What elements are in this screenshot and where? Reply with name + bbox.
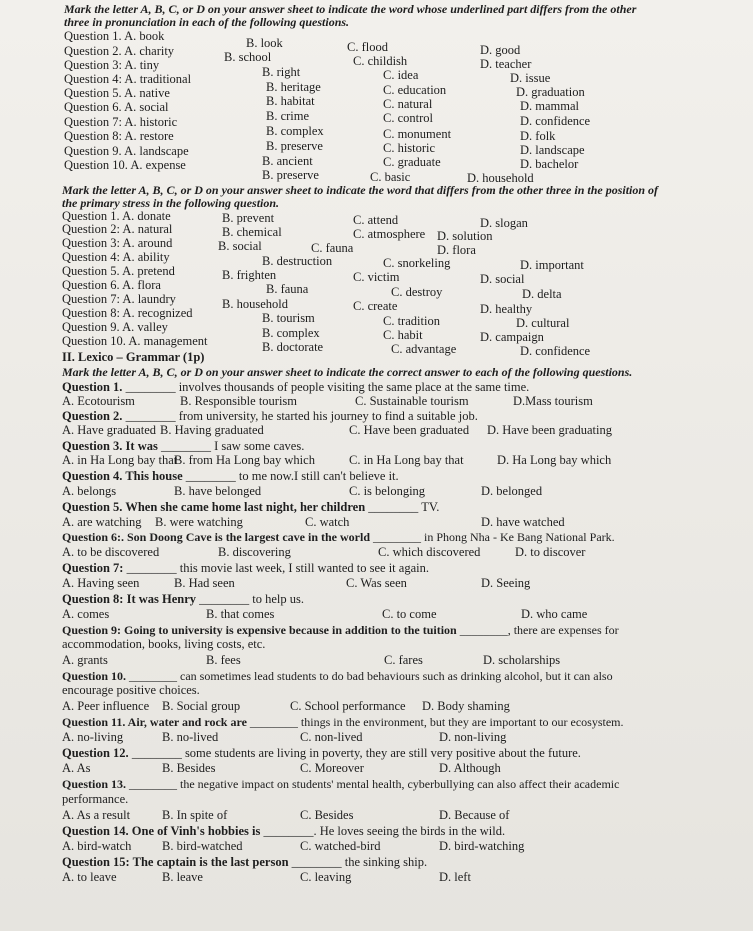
- section3-heading: II. Lexico – Grammar (1p): [62, 350, 205, 364]
- s3-q7-b: B. Had seen: [174, 576, 235, 590]
- s3-q8-c: C. to come: [382, 607, 437, 621]
- s1-q7-b: B. complex: [266, 124, 324, 138]
- s1-q9-a: Question 9. A. landscape: [64, 144, 189, 158]
- s3-q5-d: D. have watched: [481, 515, 565, 529]
- s3-q5-a: A. are watching: [62, 515, 142, 529]
- s3-q15-a: A. to leave: [62, 870, 117, 884]
- s1-q3-c: C. idea: [383, 68, 419, 82]
- s3-q7-d: D. Seeing: [481, 576, 531, 590]
- s3-q13-a: A. As a result: [62, 808, 131, 822]
- s3-q1-d: D.Mass tourism: [513, 394, 593, 408]
- s3-q3-b: B. from Ha Long bay which: [174, 453, 315, 467]
- s1-q6-b: B. crime: [266, 109, 310, 123]
- s2-q5-c: C. victim: [353, 270, 400, 284]
- s3-q11-a: A. no-living: [62, 730, 124, 744]
- s2-q9-d: D. campaign: [480, 330, 544, 344]
- s3-q3-a: A. in Ha Long bay that: [62, 453, 178, 467]
- s2-q9-a: Question 9. A. valley: [62, 320, 168, 334]
- s2-q7-b: B. household: [222, 297, 288, 311]
- s3-q10-stem2: encourage positive choices.: [62, 683, 200, 697]
- section2-instruction-line1: Mark the letter A, B, C, or D on your answer sheet to indicate the word that differs from the other three in the position of: [62, 183, 659, 197]
- s2-q6-b: B. fauna: [266, 282, 309, 296]
- s3-q9-stem: Question 9: Going to university is expensive because in addition to the tuition ________, there are expenses for: [62, 623, 619, 637]
- s3-q2-stem: Question 2. ________ from university, he started his journey to find a suitable job.: [62, 409, 478, 423]
- s1-q10-a: Question 10. A. expense: [64, 158, 186, 172]
- s3-q12-stem: Question 12. ________ some students are living in poverty, they are still very positive about the future.: [62, 746, 581, 760]
- s3-q10-c: C. School performance: [290, 699, 406, 713]
- s2-q1-c: C. attend: [353, 213, 399, 227]
- s1-q10-d: D. household: [467, 171, 534, 185]
- section1-instruction-line1: Mark the letter A, B, C, or D on your answer sheet to indicate the word whose underlined part differs from the other: [64, 2, 637, 16]
- s2-q10-d: D. confidence: [520, 344, 591, 358]
- s1-q2-c: C. childish: [353, 54, 408, 68]
- s3-q7-stem: Question 7: ________ this movie last week, I still wanted to see it again.: [62, 561, 429, 575]
- s3-q11-stem: Question 11. Air, water and rock are ________ things in the environment, but they are important to our ecosystem.: [62, 715, 624, 729]
- s3-q13-stem2: performance.: [62, 792, 129, 806]
- s1-q2-a: Question 2. A. charity: [64, 44, 175, 58]
- s2-q6-a: Question 6. A. flora: [62, 278, 161, 292]
- s3-q7-a: A. Having seen: [62, 576, 140, 590]
- s1-q1-c: C. flood: [347, 40, 388, 54]
- s3-q14-b: B. bird-watched: [162, 839, 243, 853]
- s3-q5-b: B. were watching: [155, 515, 243, 529]
- s3-q4-stem: Question 4. This house ________ to me now.I still can't believe it.: [62, 469, 399, 483]
- s2-q3-b: B. social: [218, 239, 262, 253]
- s3-q9-b: B. fees: [206, 653, 241, 667]
- s3-q14-c: C. watched-bird: [300, 839, 381, 853]
- s2-q4-d: D. important: [520, 258, 584, 272]
- s2-q8-b: B. tourism: [262, 311, 315, 325]
- s3-q7-c: C. Was seen: [346, 576, 407, 590]
- s1-q9-b: B. ancient: [262, 154, 313, 168]
- s3-q1-b: B. Responsible tourism: [180, 394, 298, 408]
- s1-q4-c: C. education: [383, 83, 447, 97]
- s1-q5-a: Question 5. A. native: [64, 86, 170, 100]
- s3-q4-c: C. is belonging: [349, 484, 426, 498]
- s1-q6-d: D. confidence: [520, 114, 591, 128]
- s2-q3-a: Question 3: A. around: [62, 236, 173, 250]
- s3-q10-stem: Question 10. ________ can sometimes lead students to do bad behaviours such as drinking alcohol, but it can also: [62, 669, 613, 683]
- s2-q5-d: D. social: [480, 272, 525, 286]
- s3-q6-a: A. to be discovered: [62, 545, 160, 559]
- s1-q6-c: C. control: [383, 111, 433, 125]
- s1-q2-b: B. school: [224, 50, 272, 64]
- s3-q14-a: A. bird-watch: [62, 839, 132, 853]
- s3-q1-a: A. Ecotourism: [62, 394, 135, 408]
- s1-q7-c: C. monument: [383, 127, 452, 141]
- s1-q1-a: Question 1. A. book: [64, 29, 165, 43]
- s1-q1-d: D. good: [480, 43, 521, 57]
- s2-q7-c: C. create: [353, 299, 398, 313]
- section1-instruction-line2: three in pronunciation in each of the following questions.: [64, 15, 350, 29]
- s2-q4-c: C. snorkeling: [383, 256, 451, 270]
- s2-q3-d: D. flora: [437, 243, 476, 257]
- s1-q3-d: D. issue: [510, 71, 551, 85]
- s3-q5-stem: Question 5. When she came home last night, her children ________ TV.: [62, 500, 440, 514]
- s2-q2-d: D. solution: [437, 229, 493, 243]
- s3-q15-stem: Question 15: The captain is the last person ________ the sinking ship.: [62, 855, 428, 869]
- s3-q10-a: A. Peer influence: [62, 699, 150, 713]
- s2-q1-b: B. prevent: [222, 211, 275, 225]
- s2-q2-b: B. chemical: [222, 225, 282, 239]
- s3-q6-c: C. which discovered: [378, 545, 481, 559]
- s3-q2-b: B. Having graduated: [160, 423, 264, 437]
- section3-instruction: Mark the letter A, B, C, or D on your answer sheet to indicate the correct answer to each of the following questions.: [62, 365, 633, 379]
- s1-q5-c: C. natural: [383, 97, 433, 111]
- s3-q11-b: B. no-lived: [162, 730, 219, 744]
- s1-q10-b: B. preserve: [262, 168, 319, 182]
- s1-q3-a: Question 3: A. tiny: [64, 58, 160, 72]
- s3-q8-a: A. comes: [62, 607, 110, 621]
- s2-q10-a: Question 10. A. management: [62, 334, 208, 348]
- s3-q8-stem: Question 8: It was Henry ________ to help us.: [62, 592, 305, 606]
- s1-q4-b: B. heritage: [266, 80, 321, 94]
- s2-q5-a: Question 5. A. pretend: [62, 264, 175, 278]
- s2-q10-b: B. doctorate: [262, 340, 324, 354]
- s2-q2-c: C. atmosphere: [353, 227, 426, 241]
- s3-q6-b: B. discovering: [218, 545, 291, 559]
- s1-q7-d: D. folk: [520, 129, 556, 143]
- s3-q1-c: C. Sustainable tourism: [355, 394, 469, 408]
- s1-q2-d: D. teacher: [480, 57, 532, 71]
- s2-q3-c: C. fauna: [311, 241, 354, 255]
- s2-q1-d: D. slogan: [480, 216, 528, 230]
- s3-q15-c: C. leaving: [300, 870, 352, 884]
- s2-q6-d: D. delta: [522, 287, 562, 301]
- s2-q4-a: Question 4: A. ability: [62, 250, 170, 264]
- s2-q4-b: B. destruction: [262, 254, 333, 268]
- s2-q8-a: Question 8: A. recognized: [62, 306, 193, 320]
- s2-q7-a: Question 7: A. laundry: [62, 292, 176, 306]
- s3-q11-d: D. non-living: [439, 730, 507, 744]
- s3-q2-a: A. Have graduated: [62, 423, 157, 437]
- s1-q8-d: D. landscape: [520, 143, 585, 157]
- section2-instruction-line2: the primary stress in the following question.: [62, 196, 280, 210]
- s1-q6-a: Question 6. A. social: [64, 100, 169, 114]
- s3-q9-stem2: accommodation, books, living costs, etc.: [62, 637, 266, 651]
- s2-q9-b: B. complex: [262, 326, 320, 340]
- s1-q7-a: Question 7: A. historic: [64, 115, 178, 129]
- s1-q8-b: B. preserve: [266, 139, 323, 153]
- s3-q1-stem: Question 1. ________ involves thousands of people visiting the same place at the same time.: [62, 380, 530, 394]
- s1-q10-c: C. basic: [370, 170, 411, 184]
- s3-q13-c: C. Besides: [300, 808, 354, 822]
- s3-q13-d: D. Because of: [439, 808, 510, 822]
- s2-q9-c: C. habit: [383, 328, 423, 342]
- s1-q5-b: B. habitat: [266, 94, 315, 108]
- s3-q9-c: C. fares: [384, 653, 423, 667]
- s3-q12-c: C. Moreover: [300, 761, 364, 775]
- s3-q14-stem: Question 14. One of Vinh's hobbies is ________. He loves seeing the birds in the wild.: [62, 824, 506, 838]
- s3-q3-d: D. Ha Long bay which: [497, 453, 612, 467]
- s1-q9-d: D. bachelor: [520, 157, 579, 171]
- s3-q15-b: B. leave: [162, 870, 203, 884]
- s2-q8-d: D. cultural: [516, 316, 570, 330]
- s3-q4-b: B. have belonged: [174, 484, 262, 498]
- s3-q3-stem: Question 3. It was ________ I saw some caves.: [62, 439, 305, 453]
- s3-q9-a: A. grants: [62, 653, 108, 667]
- s3-q6-stem: Question 6:. Son Doong Cave is the largest cave in the world ________ in Phong Nha - Ke Bang National Park.: [62, 530, 615, 544]
- s2-q1-a: Question 1. A. donate: [62, 209, 171, 223]
- s3-q4-d: D. belonged: [481, 484, 543, 498]
- s3-q10-b: B. Social group: [162, 699, 241, 713]
- s3-q11-c: C. non-lived: [300, 730, 363, 744]
- s3-q12-b: B. Besides: [162, 761, 216, 775]
- s1-q4-a: Question 4: A. traditional: [64, 72, 192, 86]
- s3-q5-c: C. watch: [305, 515, 350, 529]
- s3-q9-d: D. scholarships: [483, 653, 561, 667]
- s3-q4-a: A. belongs: [62, 484, 117, 498]
- s1-q1-b: B. look: [246, 36, 283, 50]
- s2-q6-c: C. destroy: [391, 285, 443, 299]
- s2-q5-b: B. frighten: [222, 268, 277, 282]
- s2-q8-c: C. tradition: [383, 314, 440, 328]
- s3-q2-d: D. Have been graduating: [487, 423, 612, 437]
- s1-q8-c: C. historic: [383, 141, 436, 155]
- s3-q14-d: D. bird-watching: [439, 839, 525, 853]
- s3-q15-d: D. left: [439, 870, 471, 884]
- s3-q3-c: C. in Ha Long bay that: [349, 453, 464, 467]
- s2-q10-c: C. advantage: [391, 342, 457, 356]
- s3-q8-d: D. who came: [521, 607, 588, 621]
- s2-q7-d: D. healthy: [480, 302, 533, 316]
- s3-q8-b: B. that comes: [206, 607, 275, 621]
- s1-q8-a: Question 8: A. restore: [64, 129, 174, 143]
- s1-q3-b: B. right: [262, 65, 301, 79]
- s3-q6-d: D. to discover: [515, 545, 586, 559]
- s3-q10-d: D. Body shaming: [422, 699, 510, 713]
- s1-q9-c: C. graduate: [383, 155, 441, 169]
- s3-q13-stem: Question 13. ________ the negative impact on students' mental health, cyberbullying can also affect their academic: [62, 777, 620, 791]
- s1-q4-d: D. graduation: [516, 85, 585, 99]
- s3-q13-b: B. In spite of: [162, 808, 228, 822]
- s3-q2-c: C. Have been graduated: [349, 423, 470, 437]
- s3-q12-a: A. As: [62, 761, 91, 775]
- s3-q12-d: D. Although: [439, 761, 501, 775]
- s1-q5-d: D. mammal: [520, 99, 580, 113]
- s2-q2-a: Question 2: A. natural: [62, 222, 173, 236]
